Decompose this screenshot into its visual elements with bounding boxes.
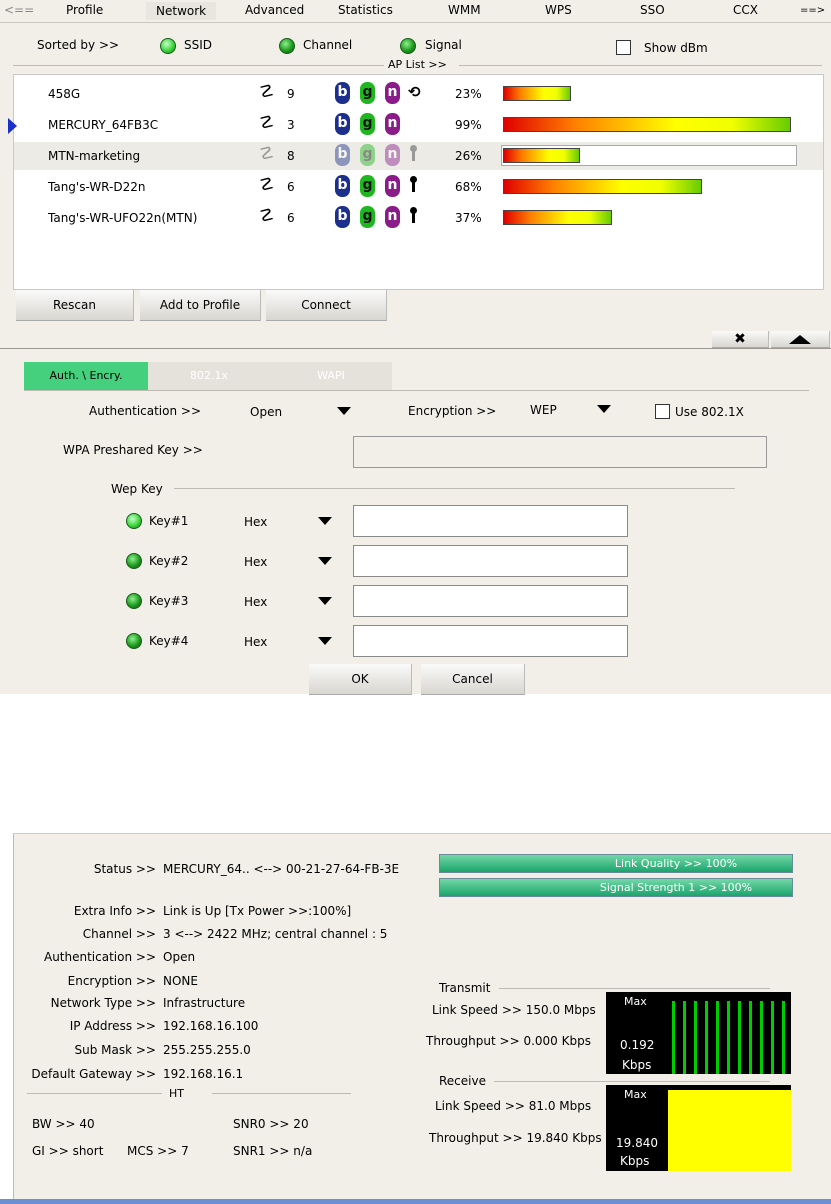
section-divider <box>0 348 831 349</box>
sort-ssid-radio[interactable] <box>160 38 176 54</box>
receive-link-speed: Link Speed >> 81.0 Mbps <box>435 1099 592 1113</box>
signal-strength-bar <box>439 878 793 897</box>
use-8021x-label[interactable]: Use 802.1X <box>675 405 744 419</box>
wireless-mode-badge: n <box>385 82 400 104</box>
wireless-mode-badge: g <box>360 175 375 197</box>
status-row-label: Channel >> <box>82 927 156 941</box>
ap-ssid: Tang's-WR-UFO22n(MTN) <box>48 211 198 225</box>
transmit-graph-value: 0.192 <box>620 1038 655 1052</box>
connect-button[interactable]: Connect <box>266 290 387 321</box>
transmit-graph-line <box>749 1001 752 1074</box>
status-row-label: Network Type >> <box>50 996 156 1010</box>
signal-strength-bar <box>503 210 612 225</box>
sort-channel-label[interactable]: Channel <box>303 38 353 52</box>
transmit-graph-max: Max <box>624 995 647 1008</box>
status-row-value: Open <box>163 950 196 964</box>
sort-ssid-label[interactable]: SSID <box>184 38 213 52</box>
receive-graph-max: Max <box>624 1088 647 1101</box>
wep-key-format-dropdown-icon[interactable] <box>318 637 332 645</box>
transmit-graph-line <box>683 1001 686 1074</box>
authentication-dropdown-icon[interactable] <box>337 407 351 415</box>
wireless-mode-badge: b <box>335 175 350 197</box>
wep-key-format-select[interactable]: Hex <box>244 555 268 569</box>
wep-key-label: Wep Key <box>111 482 163 496</box>
mcs-value: MCS >> 7 <box>127 1144 189 1158</box>
tab-8021x[interactable]: 802.1x <box>148 362 270 390</box>
transmit-graph-line <box>672 1001 675 1074</box>
receive-graph <box>606 1085 791 1171</box>
show-dbm-label[interactable]: Show dBm <box>644 41 708 55</box>
antenna-icon: ☡ <box>259 206 275 226</box>
transmit-graph-line <box>727 1001 730 1074</box>
signal-strength-text: Signal Strength 1 >> 100% <box>599 881 753 894</box>
transmit-throughput: Throughput >> 0.000 Kbps <box>426 1034 591 1048</box>
ap-list-divider-right <box>459 65 822 66</box>
transmit-graph-unit: Kbps <box>622 1058 652 1072</box>
ap-channel: 9 <box>287 87 295 101</box>
ht-divider-left <box>27 1093 162 1094</box>
wep-key-input[interactable] <box>353 505 628 537</box>
tab-ccx[interactable]: CCX <box>733 3 758 17</box>
status-row-value: MERCURY_64.. <--> 00-21-27-64-FB-3E <box>163 862 400 876</box>
lock-key-stem <box>412 182 415 192</box>
wep-key-divider <box>174 488 735 489</box>
transmit-divider <box>499 988 770 989</box>
receive-graph-fill <box>668 1090 791 1171</box>
transmit-link-speed: Link Speed >> 150.0 Mbps <box>432 1003 596 1017</box>
ap-row[interactable] <box>14 204 823 232</box>
status-row-value: Link is Up [Tx Power >>:100%] <box>163 904 352 918</box>
ap-signal-percent: 23% <box>455 87 482 101</box>
wireless-mode-badge: b <box>335 82 350 104</box>
status-row-label: Default Gateway >> <box>31 1067 156 1081</box>
wep-key-input[interactable] <box>353 545 628 577</box>
transmit-label: Transmit <box>439 981 491 995</box>
wireless-mode-badge: n <box>385 113 400 135</box>
sort-channel-radio[interactable] <box>279 38 295 54</box>
tab-sso[interactable]: SSO <box>640 3 665 17</box>
ht-label: HT <box>169 1087 184 1100</box>
tab-profile[interactable]: Profile <box>66 3 104 17</box>
encryption-dropdown-icon[interactable] <box>597 405 611 413</box>
lock-key-stem <box>412 151 415 161</box>
wep-key-format-dropdown-icon[interactable] <box>318 597 332 605</box>
transmit-graph <box>606 992 791 1074</box>
link-quality-text: Link Quality >> 100% <box>614 857 738 870</box>
signal-strength-bar <box>503 179 702 194</box>
close-icon: ✖ <box>734 331 746 347</box>
link-quality-bar <box>439 854 793 873</box>
wep-key-format-select[interactable]: Hex <box>244 595 268 609</box>
wireless-mode-badge: g <box>360 144 375 166</box>
ap-channel: 6 <box>287 211 295 225</box>
wep-key-input[interactable] <box>353 625 628 657</box>
status-row-label: Status >> <box>93 862 156 876</box>
ap-ssid: 458G <box>48 87 81 101</box>
status-row-label: IP Address >> <box>69 1019 156 1033</box>
ap-list[interactable] <box>13 74 824 290</box>
wep-key-format-dropdown-icon[interactable] <box>318 557 332 565</box>
transmit-graph-line <box>738 1001 741 1074</box>
status-row-label: Encryption >> <box>67 974 156 988</box>
antenna-icon: ☡ <box>259 144 275 164</box>
snr1-value: SNR1 >> n/a <box>233 1144 313 1158</box>
wireless-mode-badge: g <box>360 206 375 228</box>
transmit-graph-line <box>760 1001 763 1074</box>
wep-key-format-select[interactable]: Hex <box>244 635 268 649</box>
add-to-profile-button[interactable]: Add to Profile <box>140 290 261 321</box>
receive-label: Receive <box>439 1074 486 1088</box>
antenna-icon: ☡ <box>259 82 275 102</box>
status-row-label: Authentication >> <box>43 950 156 964</box>
show-dbm-checkbox[interactable] <box>616 40 631 55</box>
signal-strength-bar <box>503 86 571 101</box>
transmit-graph-line <box>716 1001 719 1074</box>
antenna-icon: ☡ <box>259 113 275 133</box>
ap-list-label: AP List >> <box>388 58 447 71</box>
transmit-graph-line <box>782 1001 785 1074</box>
tab-advanced[interactable]: Advanced <box>245 3 305 17</box>
ap-signal-percent: 68% <box>455 180 482 194</box>
selected-arrow-icon <box>8 118 17 134</box>
wireless-mode-badge: n <box>385 175 400 197</box>
ap-signal-percent: 99% <box>455 118 482 132</box>
wep-key-radio[interactable] <box>126 553 142 569</box>
tab-wps[interactable]: WPS <box>545 3 572 17</box>
tab-prev-arrow[interactable]: <== <box>4 3 35 17</box>
ok-button[interactable]: OK <box>309 664 412 695</box>
tab-wapi[interactable]: WAPI <box>270 362 392 390</box>
status-row-label: Sub Mask >> <box>74 1043 156 1057</box>
status-row-value: NONE <box>163 974 198 988</box>
wireless-mode-badge: b <box>335 113 350 135</box>
snr0-value: SNR0 >> 20 <box>233 1117 309 1131</box>
cancel-button[interactable]: Cancel <box>421 664 525 695</box>
ap-row[interactable] <box>14 111 823 139</box>
wireless-mode-badge: n <box>385 206 400 228</box>
ap-row[interactable] <box>14 80 823 108</box>
subtab-divider <box>24 390 809 391</box>
wep-key-label[interactable]: Key#1 <box>149 514 189 528</box>
triangle-up-icon <box>789 335 811 344</box>
status-row-value: 255.255.255.0 <box>163 1043 251 1057</box>
wep-key-radio[interactable] <box>126 593 142 609</box>
tab-network[interactable]: Network <box>146 2 216 20</box>
transmit-graph-line <box>694 1001 697 1074</box>
lock-key-stem <box>412 213 415 223</box>
ap-row[interactable] <box>14 173 823 201</box>
wep-key-format-select[interactable]: Hex <box>244 515 268 529</box>
ap-ssid: MTN-marketing <box>48 149 141 163</box>
sort-signal-label[interactable]: Signal <box>425 38 462 52</box>
wireless-mode-badge: b <box>335 206 350 228</box>
receive-divider <box>494 1081 770 1082</box>
wps-icon: ⟲ <box>408 83 421 101</box>
wep-key-label[interactable]: Key#2 <box>149 554 189 568</box>
rescan-button[interactable]: Rescan <box>16 290 134 321</box>
wep-key-label[interactable]: Key#4 <box>149 634 189 648</box>
wpa-preshared-key-label: WPA Preshared Key >> <box>63 443 203 457</box>
transmit-graph-line <box>771 1001 774 1074</box>
ap-signal-percent: 37% <box>455 211 482 225</box>
sort-signal-radio[interactable] <box>400 38 416 54</box>
wep-key-radio[interactable] <box>126 633 142 649</box>
ap-channel: 6 <box>287 180 295 194</box>
tab-wmm[interactable]: WMM <box>448 3 481 17</box>
signal-strength-bar <box>503 148 580 163</box>
signal-strength-bar <box>503 117 791 132</box>
ap-channel: 8 <box>287 149 295 163</box>
authentication-select[interactable]: Open <box>250 405 283 419</box>
close-section-button[interactable] <box>712 331 769 348</box>
bw-value: BW >> 40 <box>32 1117 95 1131</box>
ap-signal-percent: 26% <box>455 149 482 163</box>
gi-value: GI >> short <box>32 1144 104 1158</box>
tab-auth-encry[interactable]: Auth. \ Encry. <box>24 362 148 390</box>
ht-divider-right <box>212 1093 351 1094</box>
status-row-label: Extra Info >> <box>73 904 156 918</box>
wpa-preshared-key-input[interactable] <box>353 436 767 468</box>
sort-label: Sorted by >> <box>37 38 120 52</box>
encryption-select[interactable]: WEP <box>530 403 557 417</box>
wep-key-label[interactable]: Key#3 <box>149 594 189 608</box>
receive-graph-value: 19.840 <box>616 1136 658 1150</box>
wep-key-input[interactable] <box>353 585 628 617</box>
status-row-value: 192.168.16.100 <box>163 1019 259 1033</box>
status-row-value: 3 <--> 2422 MHz; central channel : 5 <box>163 927 388 941</box>
tab-statistics[interactable]: Statistics <box>338 3 393 17</box>
tab-bar <box>0 0 831 23</box>
wireless-mode-badge: g <box>360 82 375 104</box>
encryption-label: Encryption >> <box>408 404 497 418</box>
wep-key-radio[interactable] <box>126 513 142 529</box>
receive-throughput: Throughput >> 19.840 Kbps <box>429 1131 602 1145</box>
wireless-mode-badge: g <box>360 113 375 135</box>
transmit-graph-line <box>705 1001 708 1074</box>
status-row-value: 192.168.16.1 <box>163 1067 244 1081</box>
ap-channel: 3 <box>287 118 295 132</box>
receive-graph-unit: Kbps <box>620 1154 650 1168</box>
authentication-label: Authentication >> <box>89 404 202 418</box>
status-row-value: Infrastructure <box>163 996 246 1010</box>
antenna-icon: ☡ <box>259 175 275 195</box>
wireless-mode-badge: n <box>385 144 400 166</box>
ap-list-divider-left <box>13 65 384 66</box>
ap-ssid: Tang's-WR-D22n <box>48 180 146 194</box>
ap-ssid: MERCURY_64FB3C <box>48 118 159 132</box>
wireless-mode-badge: b <box>335 144 350 166</box>
wep-key-format-dropdown-icon[interactable] <box>318 517 332 525</box>
collapse-section-button[interactable] <box>771 331 830 348</box>
use-8021x-checkbox[interactable] <box>655 404 670 419</box>
ap-row[interactable] <box>14 142 823 170</box>
window-bottom-border <box>0 1199 831 1204</box>
tab-next-arrow[interactable]: ==> <box>800 5 826 16</box>
